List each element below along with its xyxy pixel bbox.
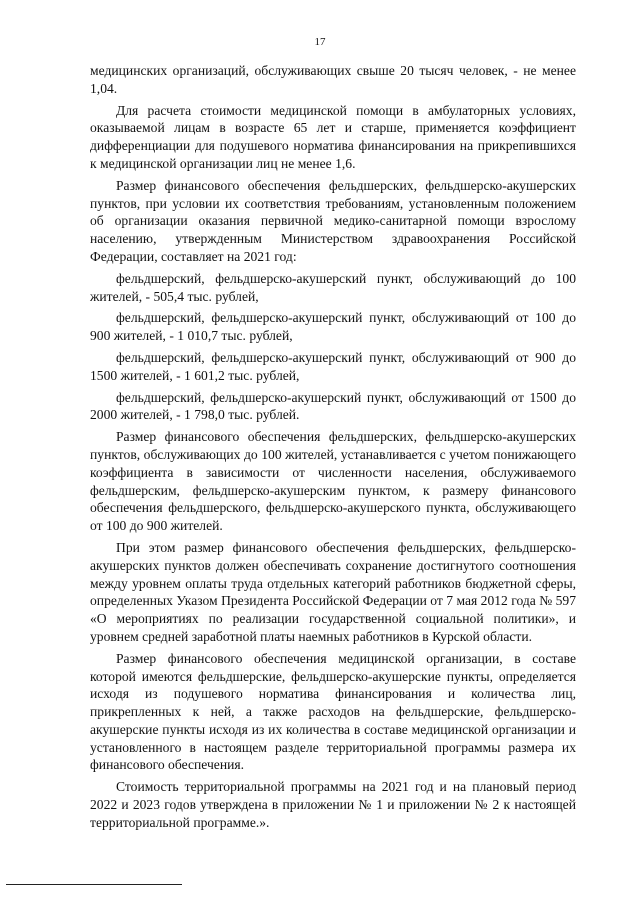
paragraph-ambulatory-coefficient: Для расчета стоимости медицинской помощи в амбулаторных условиях, оказываемой лицам в возрасте 65 лет и старше, применяется коэффициент дифференциации для подушевого норматива финансирования на прикрепившихся к медицинской организации лиц не менее 1,6.: [90, 102, 576, 171]
paragraph-feldsher-funding-size: Размер финансового обеспечения фельдшерских, фельдшерско-акушерских пунктов, при условии их соответствия требованиям, установленным положением об организации оказания первичной медико-санитарной помощи взрослому населению, утвержденным Министерством здравоохранения Российской Федерации, составляет на 2021 год:: [90, 177, 576, 264]
paragraph-salary-ratio: При этом размер финансового обеспечения фельдшерских, фельдшерско-акушерских пунктов должен обеспечивать сохранение достигнутого соотношения между уровнем оплаты труда отдельных категорий работников бюджетной сферы, определенных Указом Президента Российской Федерации от 7 мая 2012 года № 597 «О мероприятиях по реализации государственной социальной политики», и уровнем средней заработной платы наемных работников в Курской области.: [90, 539, 576, 644]
paragraph-continuation: медицинских организаций, обслуживающих свыше 20 тысяч человек, - не менее 1,04.: [90, 63, 576, 96]
paragraph-feldsher-100-900: фельдшерский, фельдшерско-акушерский пункт, обслуживающий от 100 до 900 жителей, - 1 010,7 тыс. рублей,: [90, 310, 576, 344]
paragraph-medical-organization-funding: Размер финансового обеспечения медицинской организации, в составе которой имеются фельдшерские, фельдшерско-акушерские пункты, определяется исходя из подушевого норматива финансирования и количества лиц, прикрепленных к ней, а также расходов на фельдшерские, фельдшерско-акушерские пункты исходя из их количества в составе медицинской организации и установленного в настоящем разделе территориальной программы размера их финансового обеспечения.: [90, 650, 576, 773]
paragraph-feldsher-up-to-100: фельдшерский, фельдшерско-акушерский пункт, обслуживающий до 100 жителей, - 505,4 тыс. рублей,: [90, 270, 576, 304]
footnote-divider: [6, 884, 182, 885]
paragraph-program-cost: Стоимость территориальной программы на 2021 год и на плановый период 2022 и 2023 годов утверждена в приложении № 1 и приложении № 2 к настоящей территориальной программе.».: [90, 779, 576, 830]
paragraph-feldsher-1500-2000: фельдшерский, фельдшерско-акушерский пункт, обслуживающий от 1500 до 2000 жителей, - 1 798,0 тыс. рублей.: [90, 389, 576, 423]
page-number: 17: [314, 36, 326, 48]
paragraph-feldsher-900-1500: фельдшерский, фельдшерско-акушерский пункт, обслуживающий от 900 до 1500 жителей, - 1 601,2 тыс. рублей,: [90, 349, 576, 383]
document-body: [90, 62, 576, 836]
paragraph-reducing-coefficient: Размер финансового обеспечения фельдшерских, фельдшерско-акушерских пунктов, обслуживающих до 100 жителей, устанавливается с учетом понижающего коэффициента в зависимости от численности населения, обслуживаемого фельдшерским, фельдшерско-акушерским пунктом, к размеру финансового обеспечения фельдшерского, фельдшерско-акушерского пункта, обслуживающего от 100 до 900 жителей.: [90, 429, 576, 534]
